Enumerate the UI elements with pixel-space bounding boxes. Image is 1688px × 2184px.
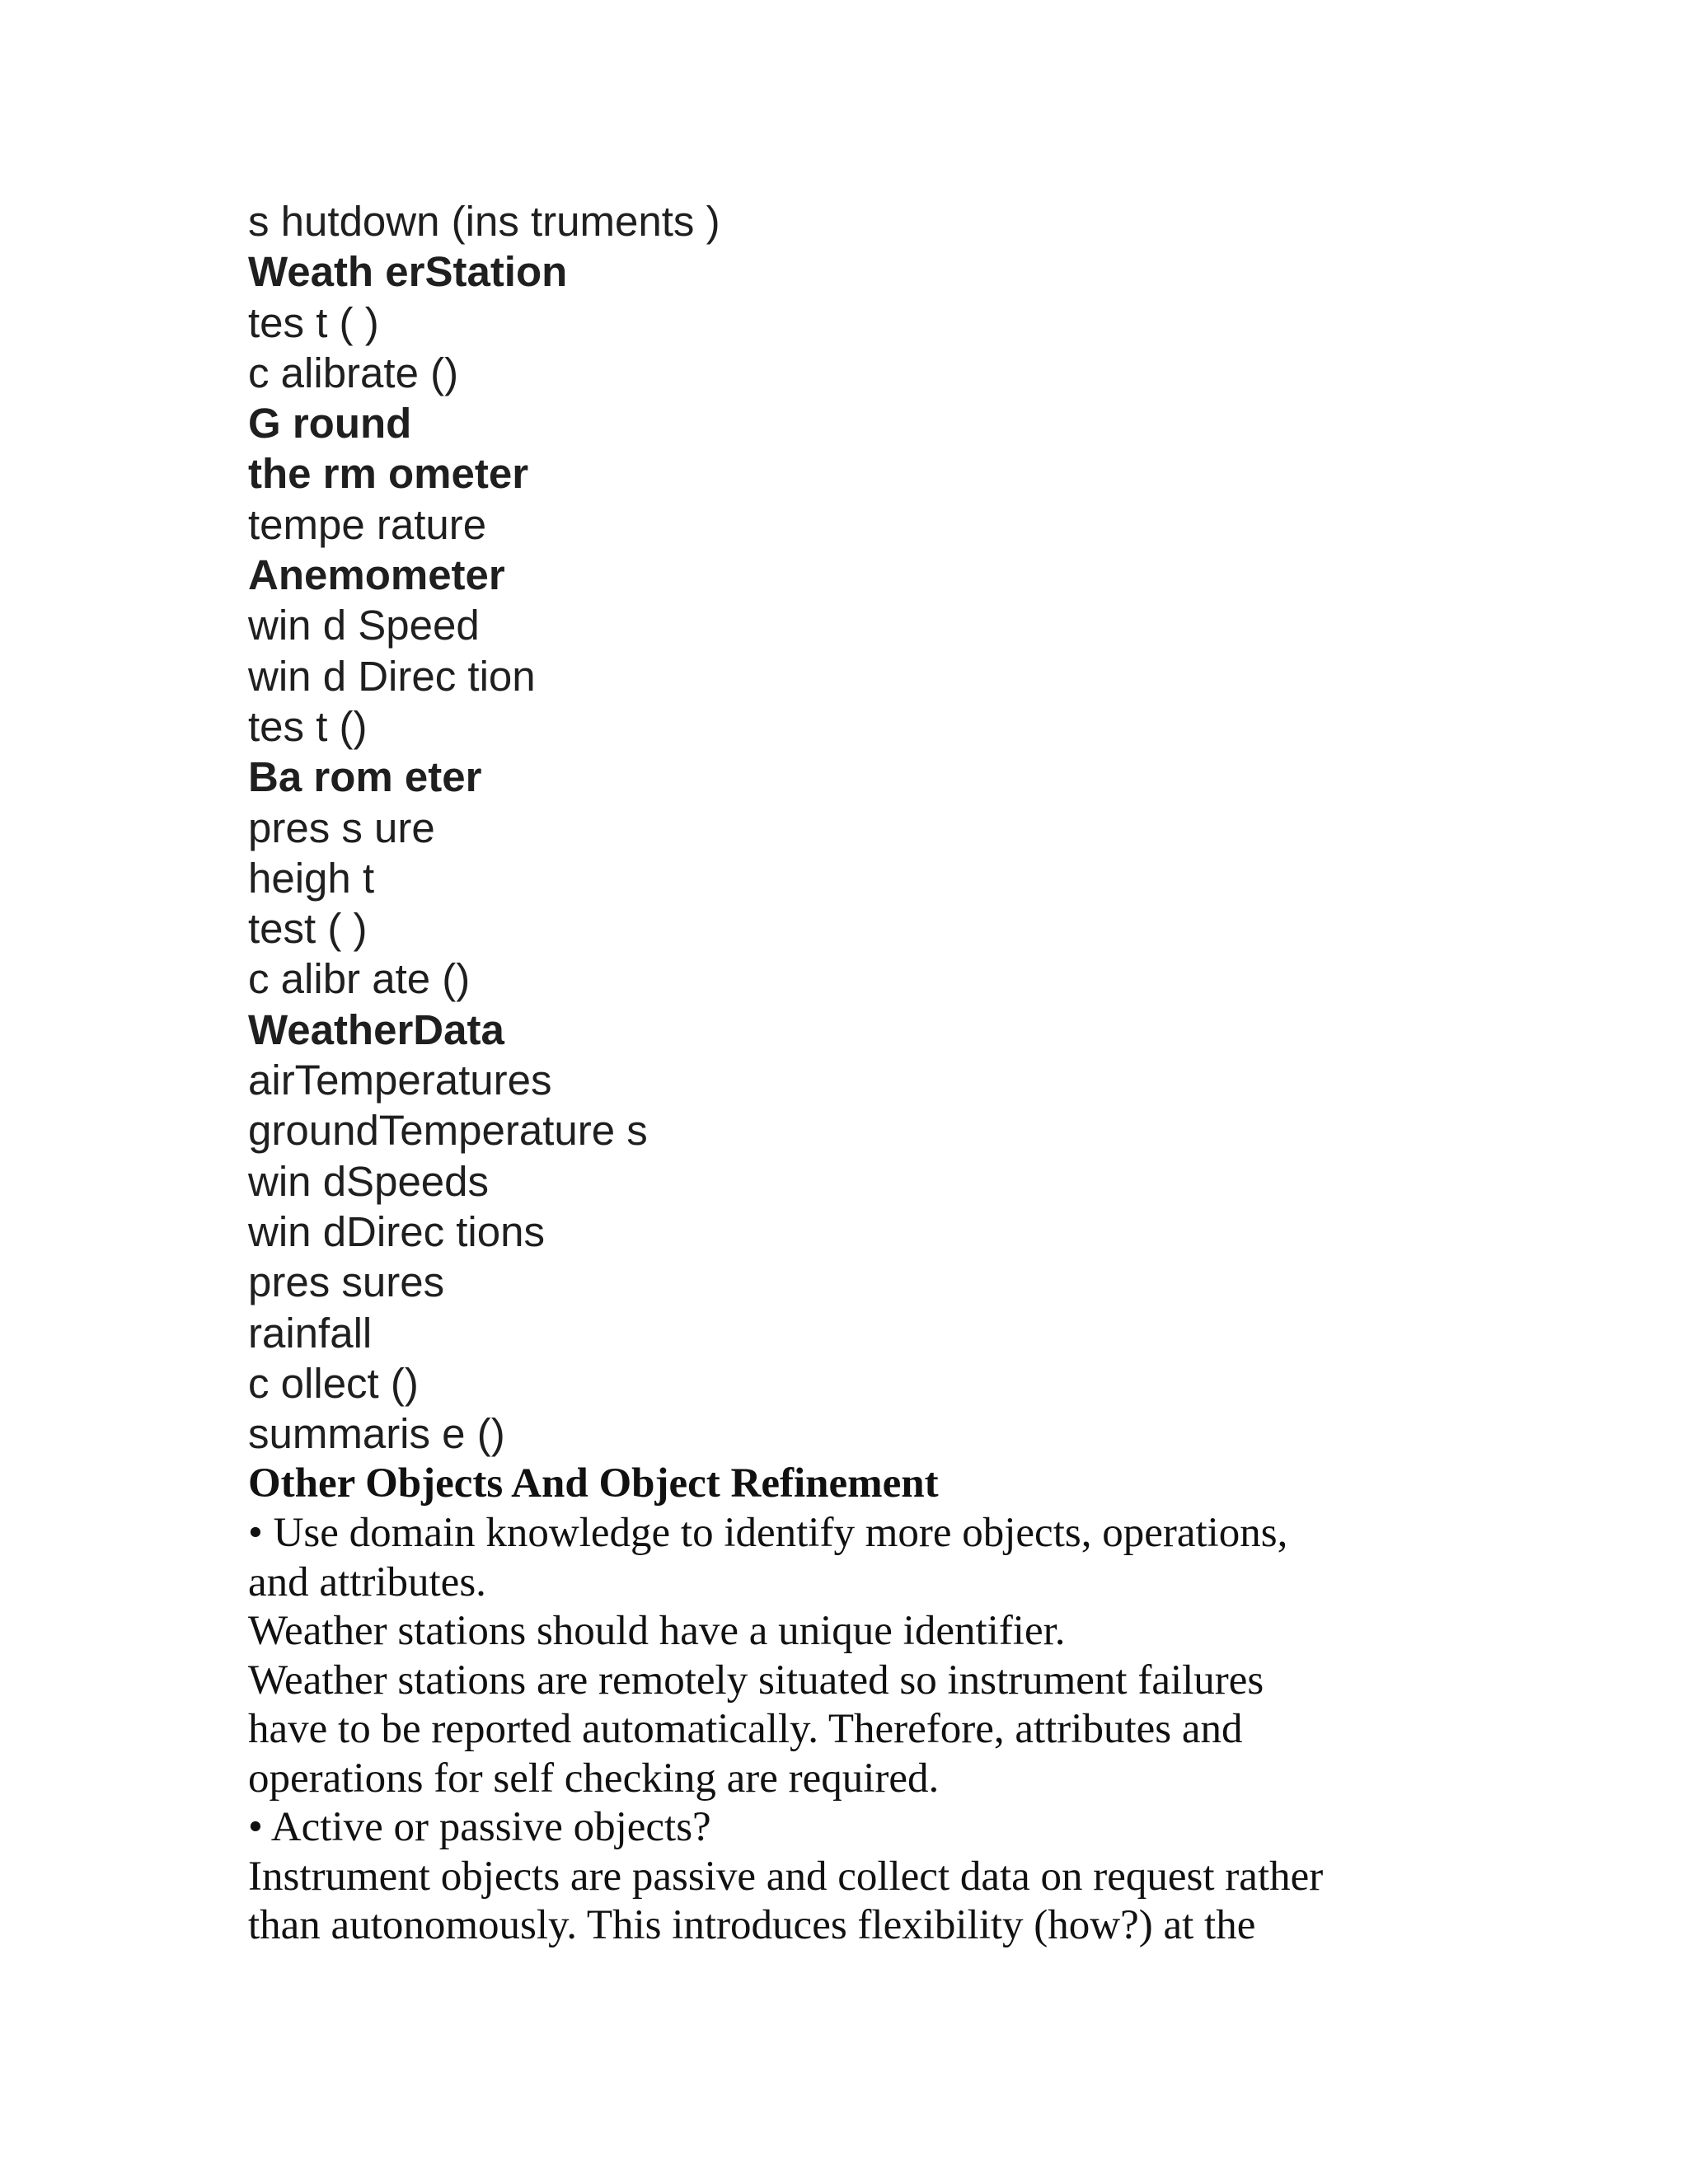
body-line: Instrument objects are passive and collect data on request rather [248, 1853, 1324, 1900]
attribute-height: heigh t [248, 854, 375, 902]
operation-test: tes t ( ) [248, 298, 379, 346]
attribute-ground-temperatures: groundTemperature s [248, 1107, 648, 1155]
body-line: and attributes. [248, 1558, 486, 1605]
operation-shutdown: s hutdown (ins truments ) [248, 198, 720, 245]
operation-collect: c ollect () [248, 1359, 419, 1407]
operation-calibrate: c alibr ate () [248, 955, 471, 1003]
attribute-wind-speed: win d Speed [248, 602, 480, 649]
class-name-ground: G round [248, 400, 412, 448]
operation-calibrate: c alibrate () [248, 349, 459, 396]
body-line: Weather stations should have a unique identifier. [248, 1608, 1066, 1655]
attribute-wind-speeds: win dSpeeds [248, 1157, 490, 1205]
class-name-barometer: Ba rom eter [248, 753, 482, 801]
operation-test: test ( ) [248, 905, 368, 953]
attribute-pressures: pres sures [248, 1258, 445, 1306]
operation-test: tes t () [248, 702, 368, 750]
class-name-weatherdata: WeatherData [248, 1005, 504, 1053]
operation-summarise: summaris e () [248, 1410, 505, 1458]
body-line: than autonomously. This introduces flexibility (how?) at the [248, 1902, 1256, 1949]
class-name-weatherstation: Weath erStation [248, 248, 568, 296]
page-content [248, 196, 1443, 1951]
attribute-temperature: tempe rature [248, 500, 487, 548]
body-line: Weather stations are remotely situated so instrument failures [248, 1657, 1264, 1704]
attribute-wind-direction: win d Direc tion [248, 652, 536, 700]
section-heading: Other Objects And Object Refinement [248, 1460, 939, 1507]
attribute-pressure: pres s ure [248, 804, 435, 851]
attribute-wind-directions: win dDirec tions [248, 1207, 545, 1255]
class-name-anemometer: Anemometer [248, 551, 505, 599]
class-name-thermometer: the rm ometer [248, 450, 529, 498]
body-line: have to be reported automatically. Therefore, attributes and [248, 1706, 1243, 1753]
body-line: • Active or passive objects? [248, 1804, 711, 1851]
body-line: operations for self checking are required. [248, 1755, 940, 1802]
attribute-rainfall: rainfall [248, 1309, 373, 1357]
body-line: • Use domain knowledge to identify more objects, operations, [248, 1510, 1288, 1557]
attribute-air-temperatures: airTemperatures [248, 1057, 552, 1104]
